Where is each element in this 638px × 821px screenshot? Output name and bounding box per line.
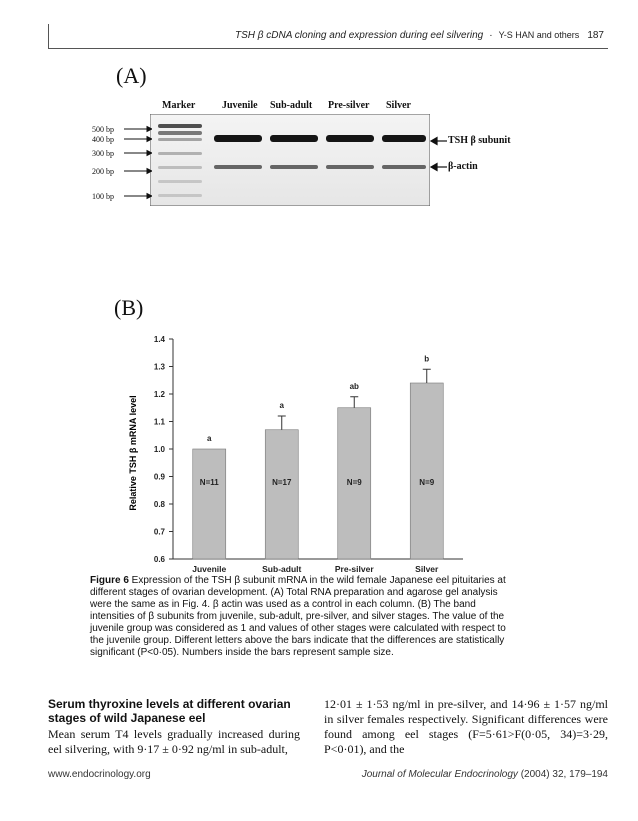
y-tick-label: 0.9	[153, 472, 165, 482]
x-category-label: Silver	[415, 564, 439, 574]
bar-chart	[118, 325, 478, 575]
significance-letter: b	[424, 354, 430, 364]
body-right-column: 12·01 ± 1·53 ng/ml in pre-silver, and 14·96 ± 1·57 ng/ml in silver females respectively. Significant differences were found among eel stages (F=5·61>F(0·05, 34)=3·29, P<0·01), and the	[324, 697, 608, 756]
band-label-actin: β-actin	[448, 161, 478, 172]
panel-a-label: (A)	[116, 63, 147, 88]
header-separator: ·	[489, 30, 493, 41]
chart-bars	[192, 354, 443, 574]
y-tick-label: 0.8	[153, 500, 165, 509]
marker-arrows	[124, 120, 152, 206]
footer-url: www.endocrinology.org	[48, 769, 151, 780]
x-category-label: Juvenile	[192, 564, 227, 574]
x-category-label: Sub-adult	[262, 564, 302, 574]
gel-image	[150, 114, 430, 206]
header-rule	[48, 48, 608, 49]
gel-column-subadult: Sub-adult	[270, 100, 313, 111]
sample-size-label: N=11	[199, 477, 219, 487]
bar	[265, 430, 298, 559]
y-tick-label: 1.1	[153, 417, 165, 427]
section-heading: Serum thyroxine levels at different ovarian stages of wild Japanese eel	[48, 697, 291, 725]
footer-journal: Journal of Molecular Endocrinology	[361, 769, 518, 780]
bar	[410, 383, 443, 559]
caption-text: Expression of the TSH β subunit mRNA in the wild female Japanese eel pituitaries at different stages of ovarian development. (A) Total RNA preparation and agarose gel analysis were the same as in Fig. 4. β actin was used as a control in each column. (B) The band intensities of β subunits from juvenile, sub-adult, pre-silver, and silver stages. The value of the juvenile group was considered as 1 and values of other stages were calculated with respect to the juvenile group. Different letters above the bars indicate that the differences are statistically significant (P<0·05). Numbers inside the bars represent sample size.	[90, 575, 506, 658]
significance-letter: a	[279, 401, 284, 410]
caption-label: Figure 6	[90, 575, 129, 586]
marker-100bp: 100 bp	[92, 192, 114, 201]
band-arrows	[430, 134, 448, 174]
bar	[193, 449, 226, 559]
sample-size-label: N=9	[419, 477, 435, 487]
gel-column-presilver: Pre-silver	[328, 100, 370, 111]
marker-200bp: 200 bp	[92, 167, 114, 176]
x-category-label: Pre-silver	[334, 564, 374, 574]
band-label-tsh: TSH β subunit	[448, 135, 511, 146]
y-tick-label: 0.7	[153, 527, 165, 537]
panel-b-label: (B)	[114, 295, 144, 320]
gel-column-silver: Silver	[386, 100, 411, 111]
y-tick-label: 1.2	[153, 390, 165, 399]
significance-letter: ab	[349, 381, 359, 391]
footer-volume: (2004) 32, 179–194	[520, 769, 608, 780]
gel-column-marker: Marker	[162, 100, 196, 111]
marker-500bp: 500 bp	[92, 125, 114, 134]
header-title: TSH β cDNA cloning and expression during eel silvering	[235, 30, 484, 41]
y-tick-label: 0.6	[153, 555, 165, 564]
gel-column-juvenile: Juvenile	[222, 100, 258, 111]
y-tick-label: 1.3	[153, 362, 165, 372]
marker-400bp: 400 bp	[92, 135, 114, 144]
sample-size-label: N=9	[346, 477, 362, 487]
marker-300bp: 300 bp	[92, 149, 114, 158]
running-header	[0, 30, 604, 41]
footer-citation	[350, 769, 608, 780]
figure-caption	[90, 575, 520, 659]
significance-letter: a	[207, 434, 212, 443]
header-authors: Y-S HAN and others	[498, 30, 580, 40]
sample-size-label: N=17	[272, 477, 292, 487]
y-tick-label: 1.4	[153, 335, 165, 344]
chart-ylabel: Relative TSH β mRNA level	[128, 395, 138, 511]
page-number: 187	[587, 30, 604, 41]
y-tick-label: 1.0	[153, 445, 165, 454]
body-left-column: Mean serum T4 levels gradually increased during eel silvering, with 9·17 ± 0·92 ng/ml in sub-adult,	[48, 727, 300, 756]
